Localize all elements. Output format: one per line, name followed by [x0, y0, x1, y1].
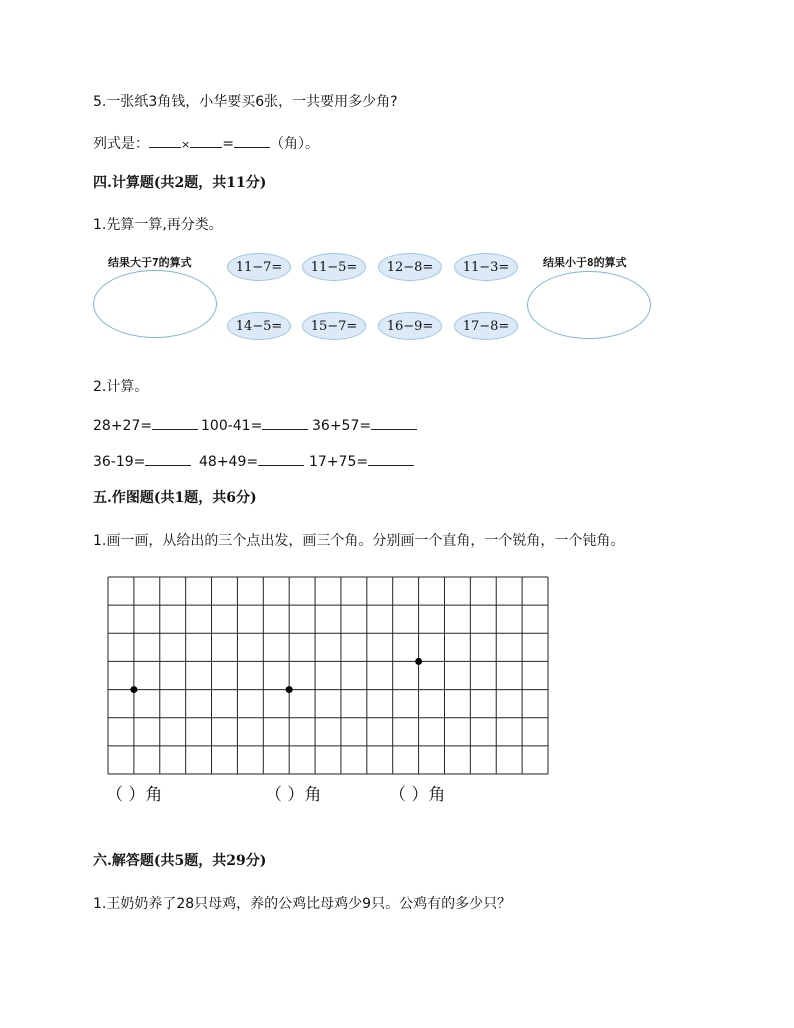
answer-blank[interactable]	[145, 451, 191, 466]
calc-item	[93, 415, 198, 434]
expression-bubble: 15−7=	[302, 312, 366, 340]
expression-bubble: 17−8=	[454, 312, 518, 340]
s4-q1-text: 1.先算一算,再分类。	[93, 217, 223, 233]
answer-blank[interactable]	[371, 415, 417, 430]
angle-answer-label: （ ）角	[265, 785, 322, 805]
start-point[interactable]	[130, 686, 137, 693]
less-than-8-label: 结果小于8的算式	[543, 256, 627, 269]
equals-sign: =	[222, 136, 234, 152]
formula-prefix: 列式是：	[93, 136, 149, 152]
expression-bubble: 12−8=	[378, 253, 442, 281]
calc-expression: 28+27=	[93, 418, 153, 434]
answer-blank[interactable]	[258, 451, 304, 466]
section6-title: 六.解答题(共5题，共29分)	[93, 853, 267, 869]
calc-expression: 17+75=	[309, 454, 369, 470]
answer-blank[interactable]	[234, 133, 270, 148]
answer-blank[interactable]	[190, 133, 222, 148]
s6-q1-text: 1.王奶奶养了28只母鸡，养的公鸡比母鸡少9只。公鸡有的多少只？	[93, 896, 512, 912]
calc-item	[309, 451, 414, 470]
calc-item	[199, 451, 304, 470]
expression-bubble: 16−9=	[378, 312, 442, 340]
times-sign: ×	[181, 138, 191, 151]
q5-formula	[93, 133, 319, 154]
start-point[interactable]	[286, 686, 293, 693]
calc-expression: 100-41=	[201, 418, 263, 434]
section4-title: 四.计算题(共2题，共11分)	[93, 175, 267, 191]
s4-q2-text: 2.计算。	[93, 379, 149, 395]
answer-blank[interactable]	[368, 451, 414, 466]
answer-blank[interactable]	[149, 133, 181, 148]
greater-than-7-label: 结果大于7的算式	[108, 256, 192, 269]
start-point[interactable]	[415, 658, 422, 665]
expression-bubble: 11−5=	[302, 253, 366, 281]
angle-answer-label: （ ）角	[106, 785, 163, 805]
drawing-grid[interactable]	[107, 576, 549, 775]
calc-expression: 36+57=	[312, 418, 372, 434]
q5-question: 5.一张纸3角钱，小华要买6张，一共要用多少角?	[93, 94, 398, 110]
less-than-8-ellipse[interactable]	[527, 271, 651, 339]
answer-blank[interactable]	[152, 415, 198, 430]
s5-q1-text: 1.画一画，从给出的三个点出发，画三个角。分别画一个直角，一个锐角，一个钝角。	[93, 533, 625, 549]
calc-expression: 48+49=	[199, 454, 259, 470]
answer-blank[interactable]	[262, 415, 308, 430]
expression-bubble: 11−3=	[454, 253, 518, 281]
calc-item	[312, 415, 417, 434]
unit-label: （角）。	[269, 136, 319, 152]
expression-bubble: 14−5=	[227, 312, 291, 340]
calc-item	[93, 451, 191, 470]
section5-title: 五.作图题(共1题，共6分)	[93, 490, 257, 506]
calc-expression: 36-19=	[93, 454, 146, 470]
greater-than-7-ellipse[interactable]	[93, 270, 217, 338]
angle-answer-label: （ ）角	[389, 785, 446, 805]
calc-item	[201, 415, 308, 434]
expression-bubble: 11−7=	[227, 253, 291, 281]
